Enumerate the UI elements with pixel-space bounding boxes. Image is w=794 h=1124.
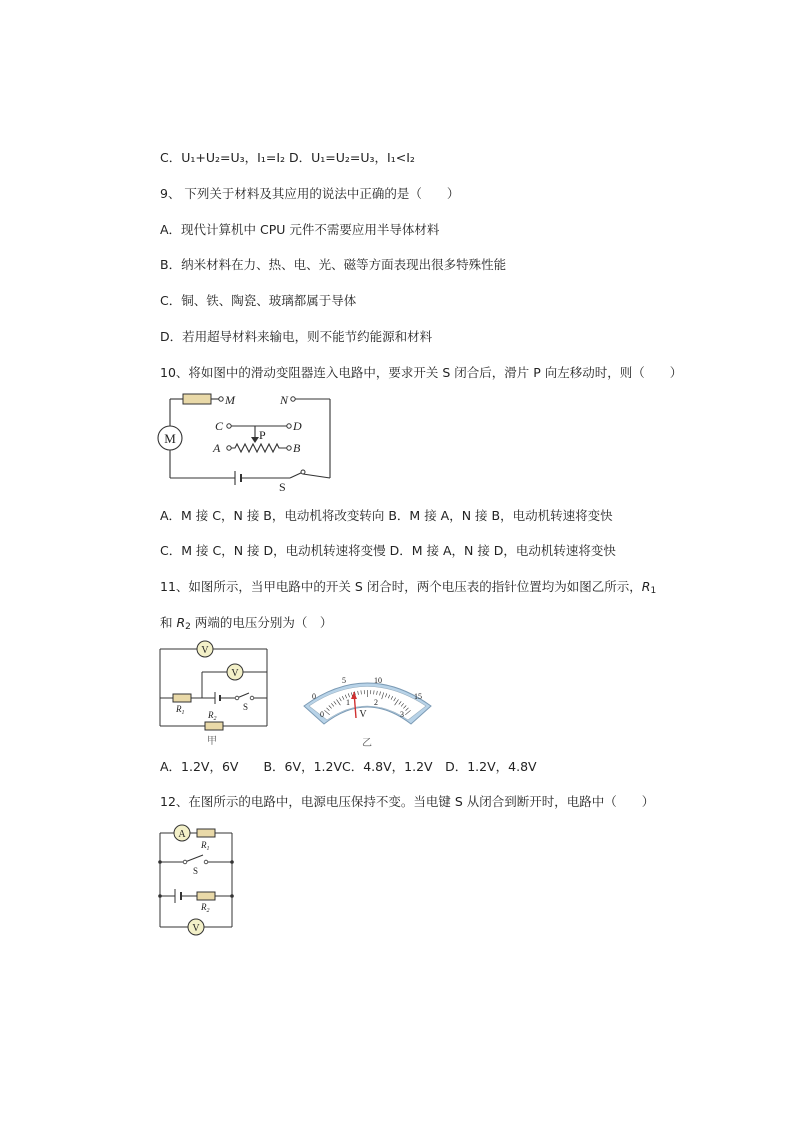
r1-label-sub: 1 <box>181 710 185 716</box>
q10-options-ab: A．M 接 C，N 接 B，电动机将改变转向 B．M 接 A，N 接 B，电动机转速将变快 <box>160 508 613 523</box>
switch-s-label: S <box>193 866 199 876</box>
r2-label: R <box>201 902 207 912</box>
q11-r1-subscript: 1 <box>650 586 657 596</box>
svg-text:R2 <box>200 902 210 914</box>
terminal-d-label: D <box>293 419 302 433</box>
q12-circuit-figure <box>157 822 237 936</box>
q11-stem-text: 11、如图所示，当甲电路中的开关 S 闭合时，两个电压表的指针位置均为如图乙所示， <box>160 579 642 594</box>
resistor-r1-icon <box>173 694 191 702</box>
q11-stem-prefix: 和 <box>160 615 177 630</box>
slider-arrowhead-icon <box>251 437 259 443</box>
q9-option-d: D．若用超导材料来输电，则不能节约能源和材料 <box>160 329 433 344</box>
r2-label-sub: 2 <box>206 908 210 914</box>
voltmeter-label: V <box>192 923 200 934</box>
resistor-r2-icon <box>205 722 223 730</box>
figure-yi-caption: 乙 <box>362 738 372 749</box>
q11-stem-suffix: 两端的电压分别为（ ） <box>190 615 333 630</box>
dial-bottom-tick-2: 2 <box>374 698 378 707</box>
svg-text:R2 <box>207 710 217 722</box>
q10-stem: 10、将如图中的滑动变阻器连入电路中，要求开关 S 闭合后，滑片 P 向左移动时，则（ ） <box>160 365 683 380</box>
switch-s-label: S <box>279 480 286 494</box>
figure-jia-caption: 甲 <box>207 736 217 747</box>
q11-circuit-figure-jia <box>157 640 272 748</box>
voltmeter-v1-label: V <box>201 645 209 656</box>
q11-voltmeter-dial-figure-yi <box>300 668 435 750</box>
q9-option-b: B．纳米材料在力、热、电、光、磁等方面表现出很多特殊性能 <box>160 257 507 272</box>
terminal-m-label: M <box>225 393 235 407</box>
ammeter-label: A <box>178 829 186 840</box>
dial-bottom-tick-1: 1 <box>346 698 350 707</box>
dial-top-tick-10: 10 <box>374 676 382 685</box>
q11-r2-symbol: R <box>176 615 186 630</box>
resistor-r1-icon <box>197 829 215 837</box>
q9-option-a: A．现代计算机中 CPU 元件不需要应用半导体材料 <box>160 222 440 237</box>
q8-options-cd: C．U₁+U₂=U₃，I₁=I₂ D．U₁=U₂=U₃，I₁<I₂ <box>160 150 415 165</box>
q9-option-c: C．铜、铁、陶瓷、玻璃都属于导体 <box>160 293 357 308</box>
q11-r1-symbol: R <box>641 579 651 594</box>
dial-bottom-tick-3: 3 <box>400 710 404 719</box>
voltmeter-v2-label: V <box>231 668 239 679</box>
switch-s-label: S <box>243 702 249 712</box>
fixed-resistor-icon <box>183 394 211 404</box>
r1-label-sub: 1 <box>206 846 210 852</box>
slider-p-label: P <box>259 428 266 442</box>
svg-text:R1 <box>175 704 185 716</box>
q10-options-cd: C．M 接 C，N 接 D，电动机转速将变慢 D．M 接 A，N 接 D，电动机转速将变快 <box>160 543 616 558</box>
q11-stem-line1 <box>160 579 656 599</box>
resistor-r2-icon <box>197 892 215 900</box>
q11-options: A．1.2V，6V B．6V，1.2VC．4.8V，1.2V D．1.2V，4.8V <box>160 759 537 774</box>
dial-bottom-tick-0: 0 <box>320 710 324 719</box>
svg-text:R1 <box>200 840 210 852</box>
q10-circuit-figure <box>155 388 340 496</box>
r2-label: R <box>208 710 214 720</box>
terminal-c-label: C <box>215 419 224 433</box>
dial-top-tick-15: 15 <box>414 692 422 701</box>
r2-label-sub: 2 <box>213 716 217 722</box>
q11-r2-subscript: 2 <box>185 622 191 632</box>
dial-top-tick-5: 5 <box>342 676 346 685</box>
terminal-a-label: A <box>213 441 221 455</box>
q12-stem: 12、在图所示的电路中，电源电压保持不变。当电键 S 从闭合到断开时，电路中（ ） <box>160 794 655 809</box>
dial-top-tick-0: 0 <box>312 692 316 701</box>
q11-stem-line2 <box>160 615 332 635</box>
terminal-n-label: N <box>280 393 289 407</box>
dial-unit-label: V <box>359 709 367 720</box>
q9-stem: 9、 下列关于材料及其应用的说法中正确的是（ ） <box>160 186 460 201</box>
r1-label: R <box>176 704 182 714</box>
terminal-b-label: B <box>293 441 301 455</box>
motor-label: M <box>164 431 176 446</box>
r1-label: R <box>201 840 207 850</box>
